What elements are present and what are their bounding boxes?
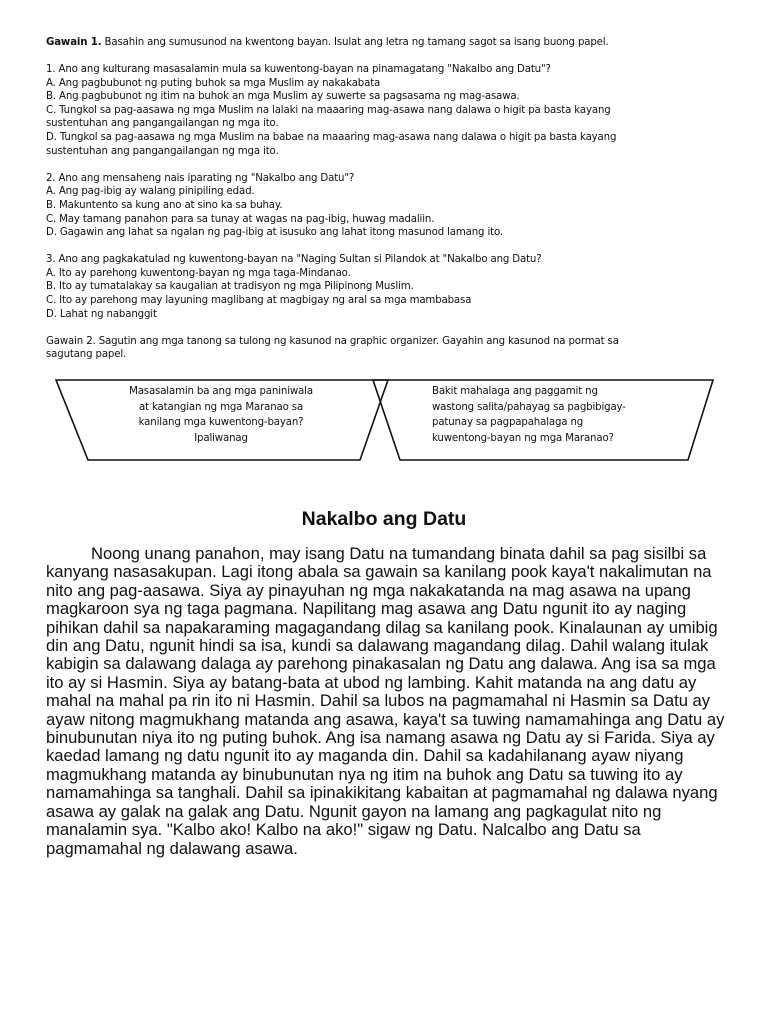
right-box-question (432, 384, 672, 446)
story-body: Noong unang panahon, may isang Datu na tumandang binata dahil sa pag sisilbi sa kanyang nasasakupan. Lagi itong abala sa gawain sa kanilang pook kaya't nakalimutan na nito ang pag-aasawa. Siya ay pinayuhan ng mga nakakatanda na mag asawa na upang magkaroon sya ng taga pagmana. Napilitang mag asawa ang Datu ngunit ito ay naging pihikan dahil sa napakaraming magagandang dilag sa kanilang pook. Kinalaunan ay umibig din ang Datu, ngunit hindi sa isa, kundi sa dalawang magandang dilag. Dahil walang itulak kabigin sa dalawang dalaga ay parehong pinakasalan ng Datu ang dalawa. Ang isa sa mga ito ay si Hasmin. Siya ay batang-bata at ubod ng lambing. Kahit matanda na ang datu ay mahal na mahal pa rin ito ni Hasmin. Dahil sa lubos na pagmamahal ni Hasmin sa Datu ay ayaw nitong magmukhang matanda ang asawa, kaya't sa tuwing namamahinga ang Datu ay binubunutan niya ito ng puting buhok. Ang isa namang asawa ng Datu ay si Farida. Siya ay kaedad lamang ng datu ngunit ito ay maganda din. Dahil sa kadahilanang ayaw niyang magmukhang matanda ay binubunutan nya ng itim na buhok ang Datu sa tuwing ito ay namamahinga sa tanghali. Dahil sa ipinakikitang kabaitan at pagmamahal ng dalawa nyang asawa ay galak na galak ang Datu. Ngunit gayon na lamang ang pagkagulat nito ng manalamin sya. "Kalbo ako! Kalbo na ako!" sigaw ng Datu. Nalcalbo ang Datu sa pagmamahal ng dalawang asawa. (46, 544, 725, 858)
question-2 (46, 172, 736, 240)
gawain2-line: sagutang papel. (46, 349, 127, 361)
right-box-line: patunay sa pagpapahalaga ng (432, 417, 584, 429)
right-box-line: wastong salita/pahayag sa pagbibigay- (432, 401, 626, 413)
choice-line: A. Ang pag-ibig ay walang pinipiling edad. (46, 186, 255, 198)
question-1 (46, 63, 736, 158)
question-3 (46, 253, 736, 321)
choice-line: D. Gagawin ang lahat sa ngalan ng pag-ibig at isusuko ang lahat itong masunod lamang ito. (46, 227, 503, 239)
left-box-line: kanilang mga kuwentong-bayan? (138, 417, 304, 429)
right-box-line: Bakit mahalaga ang paggamit ng (432, 386, 598, 397)
gawain1-text: Basahin ang sumusunod na kwentong bayan. Isulat ang letra ng tamang sagot sa isang buong papel. (101, 37, 609, 48)
question-line: 3. Ano ang pagkakatulad ng kuwentong-bayan na "Naging Sultan si Pilandok at "Nakalbo ang Datu? (46, 254, 542, 266)
choice-line: B. Ang pagbubunot ng itim na buhok an mga Muslim ay suwerte sa pagsasama ng mag-asawa. (46, 91, 520, 103)
choice-line: B. Ito ay tumatalakay sa kaugalian at tradisyon ng mga Pilipinong Muslim. (46, 281, 414, 293)
left-box-line: Ipaliwanag (194, 432, 248, 444)
choice-line: A. Ito ay parehong kuwentong-bayan ng mga taga-Mindanao. (46, 267, 351, 279)
graphic-organizer (0, 378, 768, 466)
choice-line: A. Ang pagbubunot ng puting buhok sa mga Muslim ay nakakabata (46, 77, 381, 89)
gawain2-line: Gawain 2. Sagutin ang mga tanong sa tulong ng kasunod na graphic organizer. Gayahin ang kasunod na pormat sa (46, 335, 619, 347)
gawain2-instruction (46, 335, 736, 362)
left-box-question (96, 384, 346, 446)
story-title: Nakalbo ang Datu (301, 508, 467, 530)
choice-line: D. Tungkol sa pag-aasawa ng mga Muslim na babae na maaaring mag-asawa nang dalawa o higit pa basta kayang (46, 132, 617, 144)
right-box-line: kuwentong-bayan ng mga Maranao? (432, 432, 614, 444)
choice-line: sustentuhan ang pangangailangan ng mga ito. (46, 118, 279, 130)
gawain1-label: Gawain 1. (46, 37, 102, 48)
activity-section (46, 36, 736, 362)
question-line: 1. Ano ang kulturang masasalamin mula sa kuwentong-bayan na pinamagatang "Nakalbo ang Datu"? (46, 64, 551, 76)
left-box-line: at katangian ng mga Maranao sa (138, 401, 304, 413)
choice-line: sustentuhan ang pangangailangan ng mga ito. (46, 145, 279, 157)
choice-line: C. Tungkol sa pag-aasawa ng mga Muslim na lalaki na maaaring mag-asawa nang dalawa o higit pa basta kayang (46, 104, 611, 116)
choice-line: C. May tamang panahon para sa tunay at wagas na pag-ibig, huwag madaliin. (46, 213, 435, 225)
choice-line: D. Lahat ng nabanggit (46, 308, 157, 320)
question-line: 2. Ano ang mensaheng nais iparating ng "Nakalbo ang Datu"? (46, 172, 355, 184)
choice-line: B. Makuntento sa kung ano at sino ka sa buhay. (46, 199, 283, 211)
choice-line: C. Ito ay parehong may layuning maglibang at magbigay ng aral sa mga mambabasa (46, 295, 472, 306)
gawain1-instruction (46, 36, 736, 50)
left-box-line: Masasalamin ba ang mga paniniwala (129, 386, 313, 397)
